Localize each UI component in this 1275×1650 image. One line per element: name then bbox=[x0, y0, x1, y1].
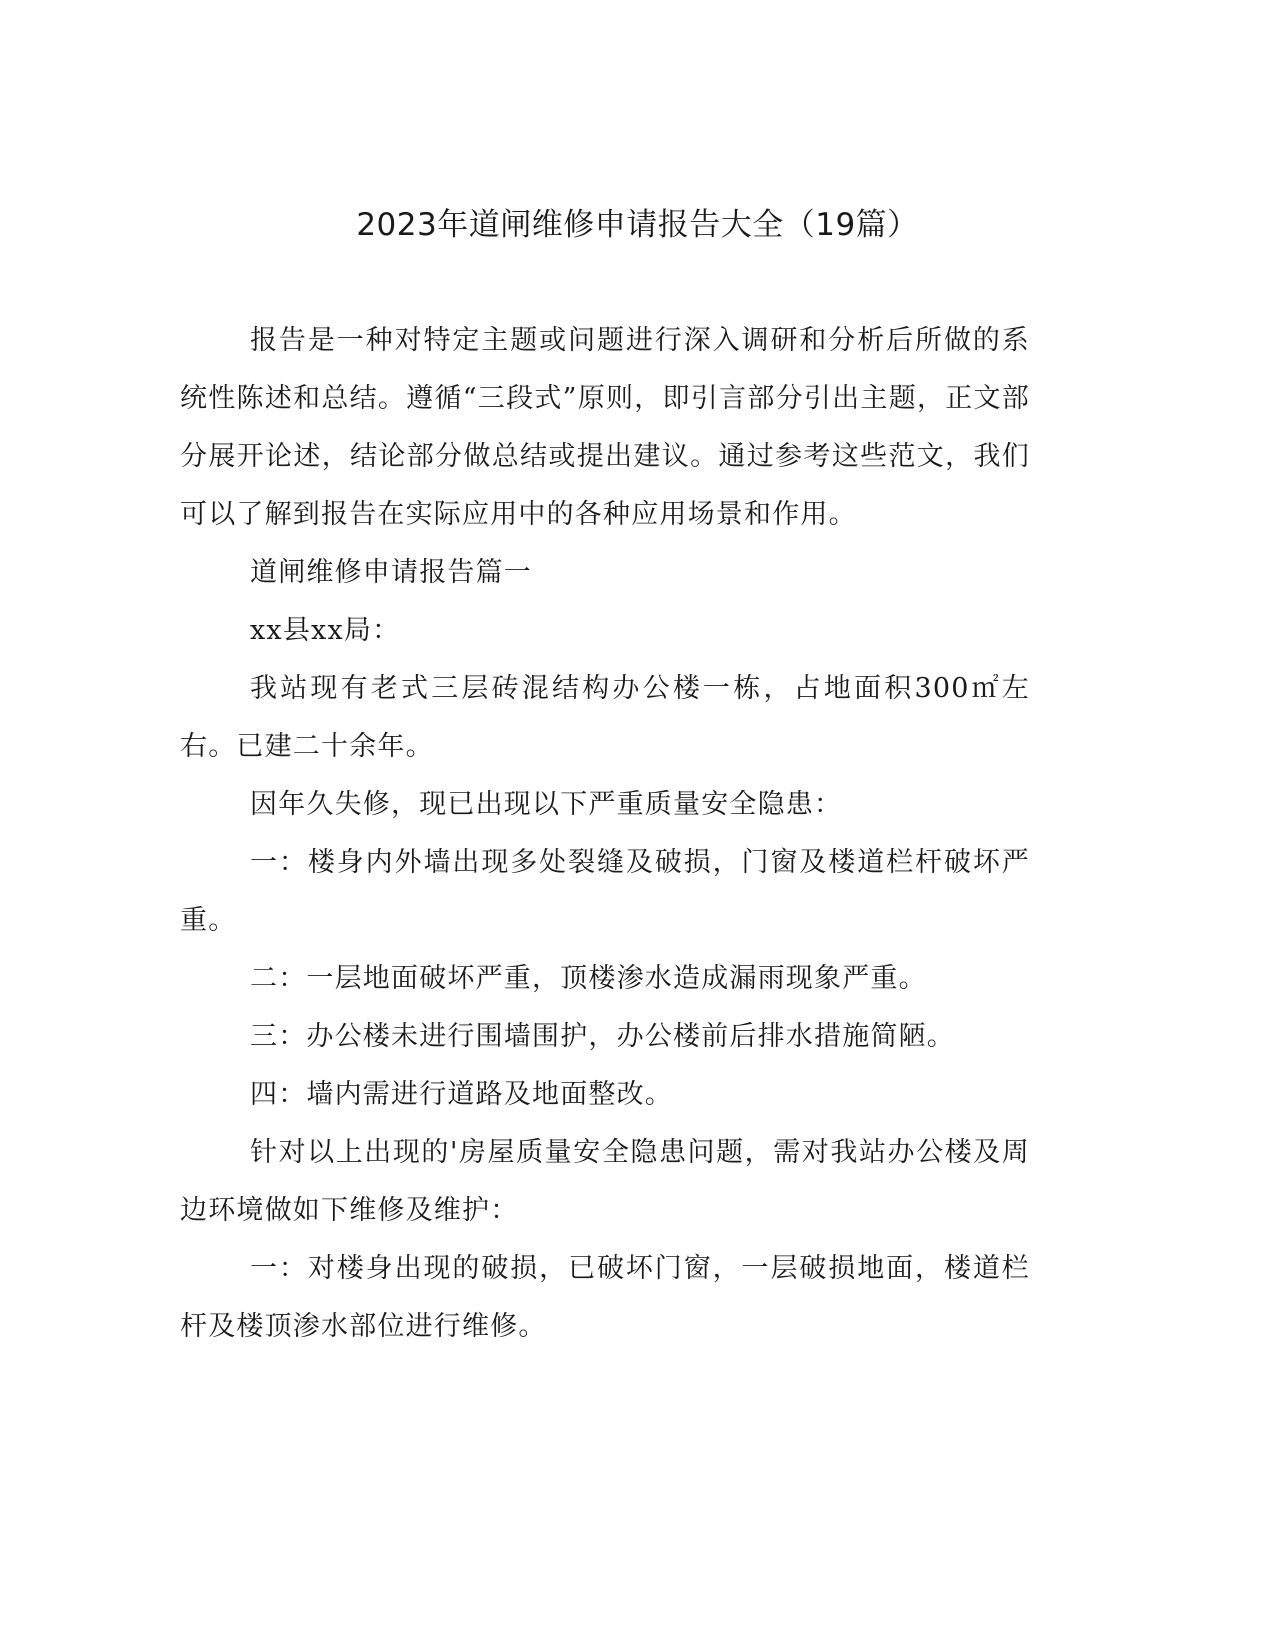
list-item: 四：墙内需进行道路及地面整改。 bbox=[250, 1079, 673, 1110]
list-item: 一：楼身内外墙出现多处裂缝及破损，门窗及楼道栏杆破坏严重。 bbox=[180, 847, 1030, 936]
body-paragraph: 针对以上出现的'房屋质量安全隐患问题，需对我站办公楼及周边环境做如下维修及维护： bbox=[180, 1137, 1030, 1226]
document-title: 2023年道闸维修申请报告大全（19篇） bbox=[356, 207, 919, 243]
section-heading: 道闸维修申请报告篇一 bbox=[250, 557, 532, 588]
list-item: 三：办公楼未进行围墙围护，办公楼前后排水措施简陋。 bbox=[250, 1021, 955, 1052]
list-item: 一：对楼身出现的破损，已破坏门窗，一层破损地面，楼道栏杆及楼顶渗水部位进行维修。 bbox=[180, 1253, 1030, 1342]
body-paragraph: 我站现有老式三层砖混结构办公楼一栋，占地面积300㎡左右。已建二十余年。 bbox=[180, 673, 1030, 762]
salutation: xx县xx局： bbox=[250, 615, 401, 646]
document-body bbox=[180, 312, 1030, 1356]
intro-paragraph: 报告是一种对特定主题或问题进行深入调研和分析后所做的系统性陈述和总结。遵循“三段式”原则，即引言部分引出主题，正文部分展开论述，结论部分做总结或提出建议。通过参考这些范文，我们可以了解到报告在实际应用中的各种应用场景和作用。 bbox=[180, 325, 1030, 530]
list-item: 二：一层地面破坏严重，顶楼渗水造成漏雨现象严重。 bbox=[250, 963, 927, 994]
body-paragraph: 因年久失修，现已出现以下严重质量安全隐患： bbox=[250, 789, 843, 820]
